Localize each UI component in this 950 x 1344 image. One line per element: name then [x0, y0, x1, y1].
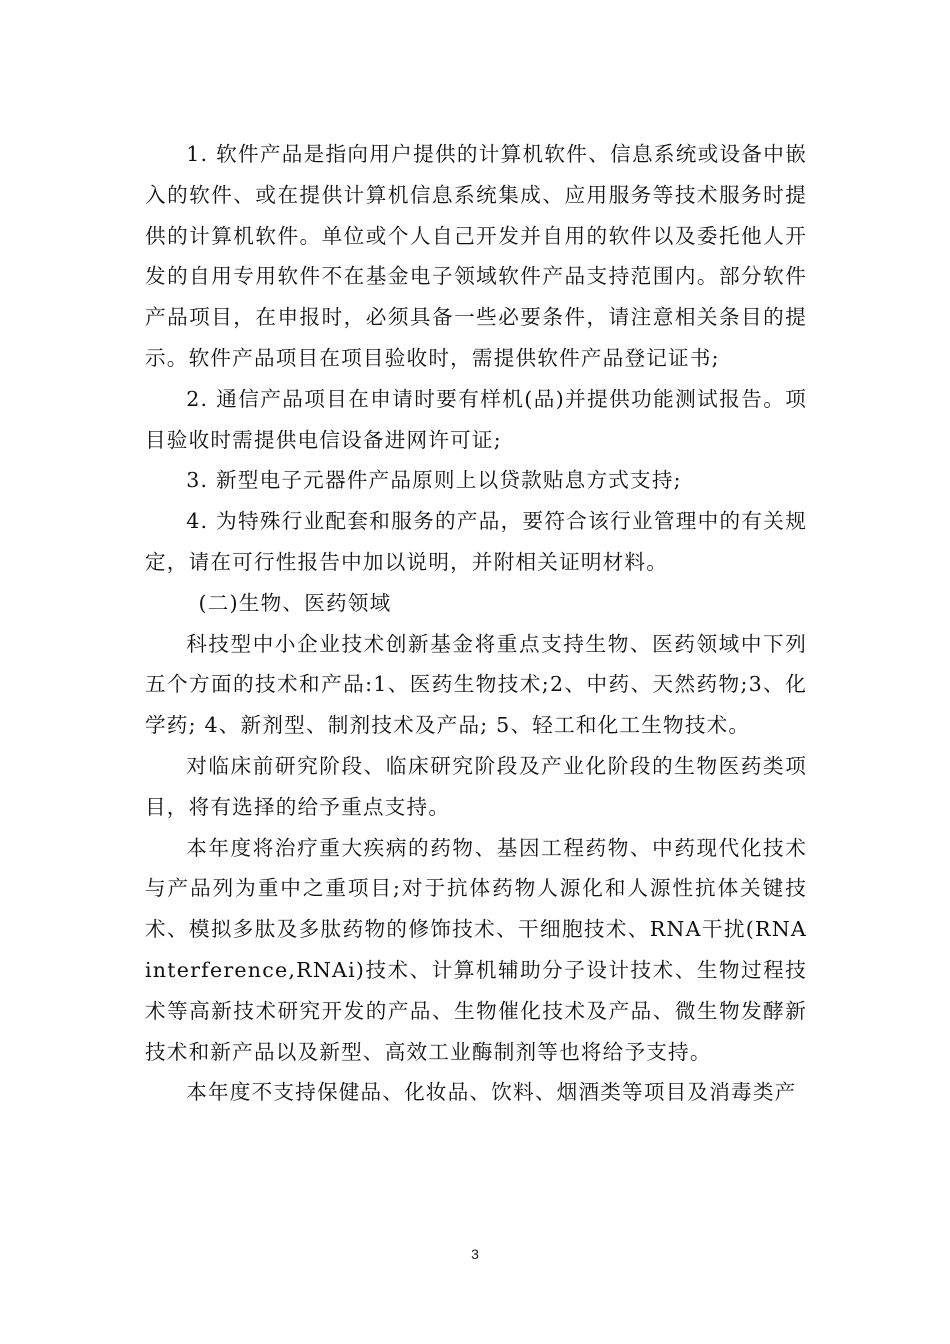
- paragraph-special-industry: 4. 为特殊行业配套和服务的产品，要符合该行业管理中的有关规定，请在可行性报告中加以说明，并附相关证明材料。: [145, 509, 807, 574]
- paragraph-five-areas: 科技型中小企业技术创新基金将重点支持生物、医药领域中下列五个方面的技术和产品:1、医药生物技术;2、中药、天然药物;3、化学药; 4、新剂型、制剂技术及产品; 5、轻工和化工生物技术。: [145, 631, 807, 738]
- paragraph-key-projects: 本年度将治疗重大疾病的药物、基因工程药物、中药现代化技术与产品列为重中之重项目;对于抗体药物人源化和人源性抗体关键技术、模拟多肽及多肽药物的修饰技术、干细胞技术、RNA干扰(RNA interference,RNAi)技术、计算机辅助分子设计技术、生物过程技术等高新技术研究开发的产品、生物催化技术及产品、微生物发酵新技术和新产品以及新型、高效工业酶制剂等也将给予支持。: [145, 835, 807, 1064]
- page-number: 3: [471, 1246, 479, 1262]
- paragraph-communication-products: 2. 通信产品项目在申请时要有样机(品)并提供功能测试报告。项目验收时需提供电信设备进网许可证;: [145, 386, 807, 452]
- body-text: [145, 134, 807, 1113]
- paragraph-not-supported: 本年度不支持保健品、化妆品、饮料、烟酒类等项目及消毒类产: [186, 1080, 797, 1105]
- paragraph-electronic-components: 3. 新型电子元器件产品原则上以贷款贴息方式支持;: [186, 468, 682, 493]
- paragraph-clinical-stages: 对临床前研究阶段、临床研究阶段及产业化阶段的生物医药类项目，将有选择的给予重点支持。: [145, 753, 807, 819]
- paragraph-software-products: 1. 软件产品是指向用户提供的计算机软件、信息系统或设备中嵌入的软件、或在提供计算机信息系统集成、应用服务等技术服务时提供的计算机软件。单位或个人自己开发并自用的软件以及委托他人开发的自用专用软件不在基金电子领域软件产品支持范围内。部分软件产品项目，在申报时，必须具备一些必要条件，请注意相关条目的提示。软件产品项目在项目验收时，需提供软件产品登记证书;: [145, 142, 807, 370]
- section-heading-bio-medicine: (二)生物、医药领域: [198, 590, 392, 615]
